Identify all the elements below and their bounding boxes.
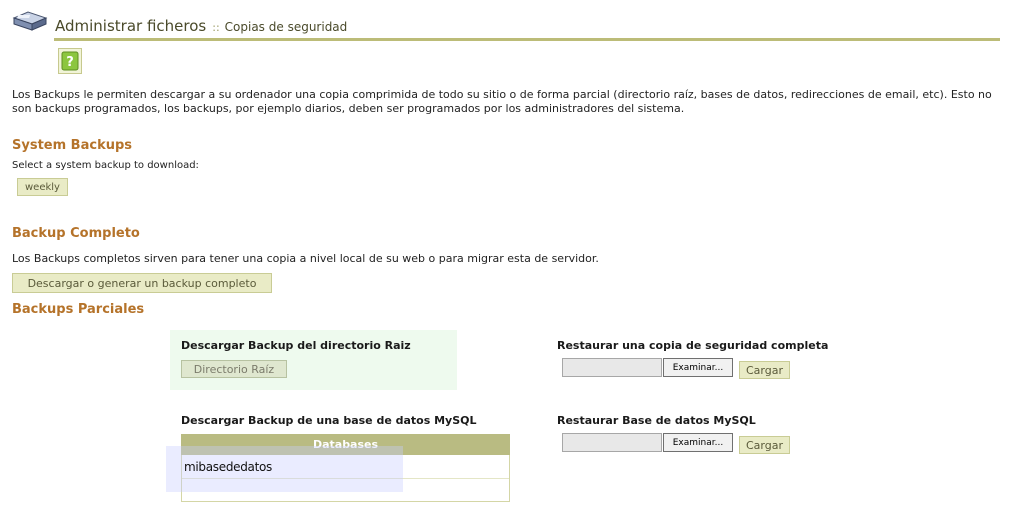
restore-full-file-input[interactable] xyxy=(562,358,662,377)
root-directory-button[interactable]: Directorio Raíz xyxy=(181,360,287,378)
page-title xyxy=(55,17,347,35)
restore-mysql-upload-button[interactable]: Cargar xyxy=(739,436,790,454)
help-icon xyxy=(61,51,79,71)
restore-full-browse-button[interactable]: Examinar... xyxy=(663,358,733,377)
header-divider xyxy=(54,38,1000,41)
backup-completo-description: Los Backups completos sirven para tener una copia a nivel local de su web o para migrar esta de servidor. xyxy=(12,252,599,265)
full-backup-button[interactable]: Descargar o generar un backup completo xyxy=(12,273,272,293)
restore-full-heading: Restaurar una copia de seguridad completa xyxy=(557,339,829,352)
system-backups-prompt: Select a system backup to download: xyxy=(12,160,199,171)
help-button[interactable] xyxy=(58,48,82,74)
restore-mysql-browse-button[interactable]: Examinar... xyxy=(663,433,733,452)
page-subtitle: Copias de seguridad xyxy=(224,20,348,34)
databases-table-header: Databases xyxy=(181,434,510,455)
title-text: Administrar ficheros xyxy=(55,17,207,35)
system-backups-heading: System Backups xyxy=(12,138,133,153)
backup-completo-heading: Backup Completo xyxy=(12,226,140,241)
intro-text: Los Backups le permiten descargar a su ordenador una copia comprimida de todo su sitio o de forma parcial (directorio raíz, bases de datos, redirecciones de email, etc). Esto no son backups programados, los backups, por ejemplo diarios, deben ser programados por los administradores del sistema. xyxy=(12,88,992,115)
title-separator: :: xyxy=(212,21,220,34)
backups-parciales-heading: Backups Parciales xyxy=(12,302,145,317)
root-backup-heading: Descargar Backup del directorio Raiz xyxy=(181,339,411,352)
restore-mysql-file-input[interactable] xyxy=(562,433,662,452)
drive-icon xyxy=(12,10,48,32)
svg-text:?: ? xyxy=(66,55,74,70)
restore-mysql-heading: Restaurar Base de datos MySQL xyxy=(557,414,756,427)
database-row-mibasededatos[interactable]: mibasededatos xyxy=(184,460,272,474)
restore-full-upload-button[interactable]: Cargar xyxy=(739,361,790,379)
mysql-download-heading: Descargar Backup de una base de datos MySQL xyxy=(181,414,477,427)
weekly-backup-button[interactable]: weekly xyxy=(17,178,68,196)
